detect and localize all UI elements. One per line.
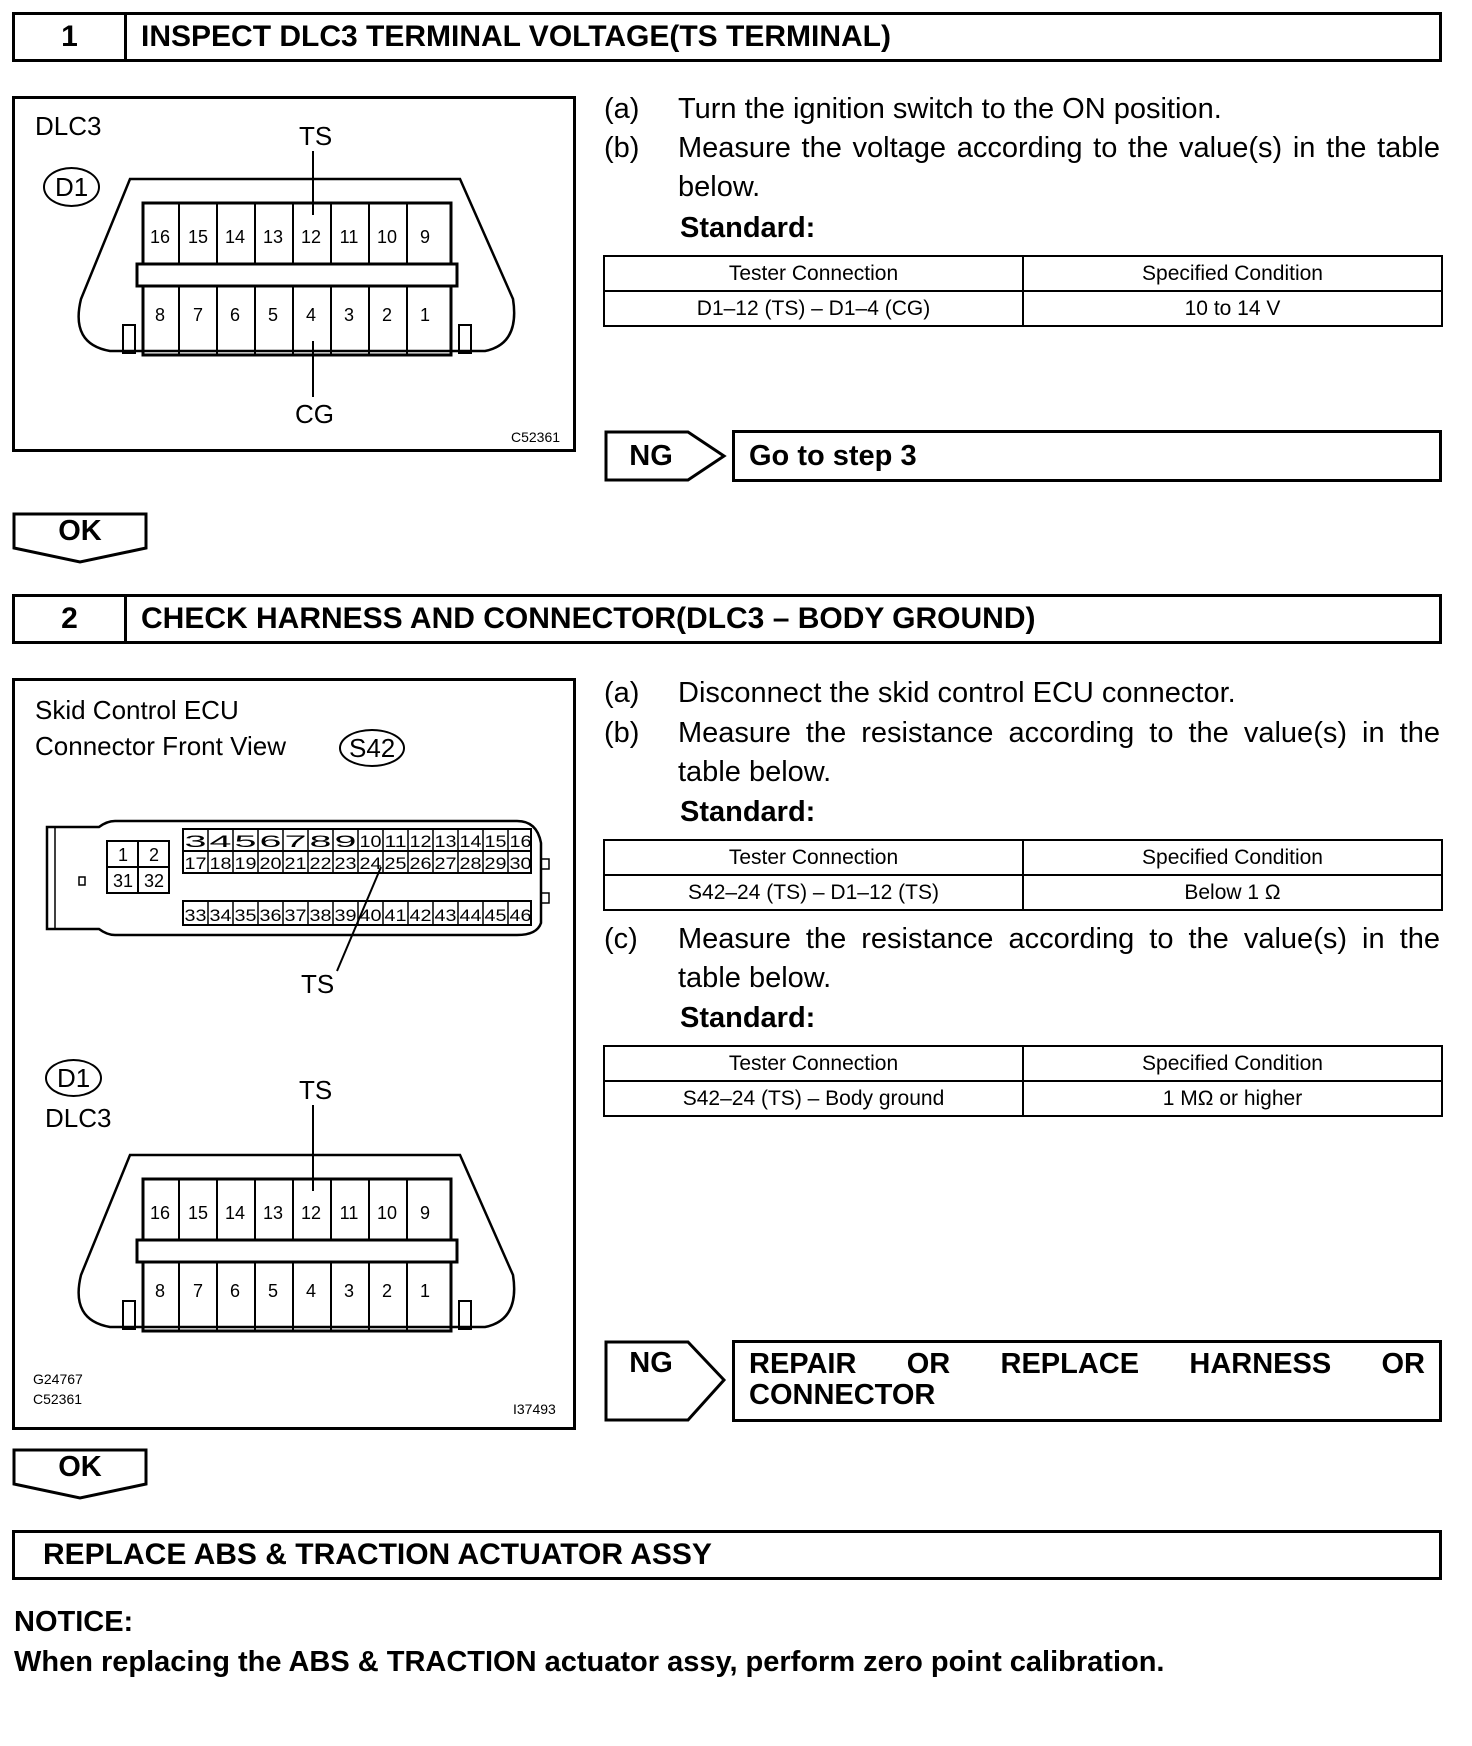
pin-11: 11 [339,227,359,247]
ecu-and-dlc3-drawing [15,681,575,1429]
pin-16: 16 [149,227,171,247]
ecu-pin: 1 [117,845,129,865]
dlc3-top-pins [150,1203,430,1223]
pin-13: 13 [262,1203,284,1223]
ecu-pin: 17 [184,854,207,873]
ecu-pin: 7 [284,832,307,851]
ecu-pin: 20 [259,854,282,873]
spec-table [603,255,1443,327]
pin-5: 5 [267,1281,279,1301]
ecu-pin: 35 [234,906,257,925]
ecu-pin: 27 [434,854,457,873]
pin-7: 7 [192,1281,204,1301]
cg-label: CG [295,399,334,429]
dlc3-connector-drawing [15,99,575,451]
ecu-pin: 30 [509,854,532,873]
ecu-title-line1: Skid Control ECU [35,695,239,725]
pin-15: 15 [187,1203,209,1223]
pin-14: 14 [224,1203,246,1223]
pin-4: 4 [305,305,317,325]
ecu-pin: 46 [509,906,532,925]
ecu-pin: 4 [209,832,232,851]
ecu-pin: 34 [209,906,232,925]
pin-1: 1 [419,1281,431,1301]
ok-label: OK [58,1450,102,1483]
instruction-key: (b) [604,717,640,749]
table-cell: S42–24 (TS) – Body ground [604,1081,1023,1116]
instruction-key: (c) [604,923,638,955]
ecu-pin: 19 [234,854,257,873]
final-step-header: REPLACE ABS & TRACTION ACTUATOR ASSY [12,1530,1442,1580]
ecu-pin: 14 [459,832,482,851]
ecu-pin: 29 [484,854,507,873]
dlc3-figure [12,96,576,452]
ecu-pin: 5 [234,832,257,851]
table-header: Specified Condition [1023,256,1442,291]
table-header: Tester Connection [604,1046,1023,1081]
ecu-pin: 39 [334,906,357,925]
step-1-header [12,12,1442,62]
pin-7: 7 [192,305,204,325]
pin-9: 9 [419,1203,431,1223]
ecu-pin: 16 [509,832,532,851]
step-2-header [12,594,1442,644]
table-header: Tester Connection [604,840,1023,875]
ng-label: NG [629,1346,673,1379]
pin-3: 3 [343,305,355,325]
notice-label: NOTICE: [14,1606,134,1638]
ecu-pin: 26 [409,854,432,873]
ok-label: OK [58,514,102,547]
instruction-key: (a) [604,93,640,125]
pin-15: 15 [187,227,209,247]
ecu-pin: 41 [384,906,407,925]
ts-label: TS [299,121,333,151]
table-cell: 10 to 14 V [1023,291,1442,326]
ecu-pin: 44 [459,906,482,925]
ecu-pin: 33 [184,906,207,925]
pin-5: 5 [267,305,279,325]
instruction-text: Measure the voltage according to the value(s) in the table below. [678,132,1440,203]
pin-10: 10 [376,227,398,247]
pin-12: 12 [300,1203,322,1223]
ecu-pin: 8 [309,832,332,851]
standard-label: Standard: [680,212,816,244]
pin-2: 2 [381,1281,393,1301]
ecu-pin: 32 [143,871,165,891]
s42-badge: S42 [339,729,405,767]
d1-badge: D1 [45,1059,102,1097]
notice-text: When replacing the ABS & TRACTION actuator assy, perform zero point calibration. [14,1646,1165,1678]
ng-action: Go to step 3 [732,430,1442,482]
ecu-ts-label: TS [301,969,335,999]
pin-16: 16 [149,1203,171,1223]
ecu-pin: 18 [209,854,232,873]
ng-action: REPAIR OR REPLACE HARNESS OR CONNECTOR [732,1340,1442,1422]
table-cell: S42–24 (TS) – D1–12 (TS) [604,875,1023,910]
ecu-pin: 13 [434,832,457,851]
ng-label: NG [629,439,673,472]
instruction-text: Disconnect the skid control ECU connector. [678,677,1236,709]
ecu-pin: 6 [259,832,282,851]
pin-13: 13 [262,227,284,247]
figure-title: DLC3 [35,111,102,141]
ecu-pin: 42 [409,906,432,925]
pin-14: 14 [224,227,246,247]
spec-table-2 [603,1045,1443,1117]
pin-3: 3 [343,1281,355,1301]
instruction-key: (b) [604,132,640,164]
ecu-pin: 43 [434,906,457,925]
figure-code: I37493 [513,1401,556,1417]
pin-8: 8 [154,305,166,325]
ecu-pin: 25 [384,854,407,873]
pin-6: 6 [229,1281,241,1301]
instruction-key: (a) [604,677,640,709]
ecu-pin: 24 [359,854,382,873]
table-header: Specified Condition [1023,1046,1442,1081]
instruction-text: Turn the ignition switch to the ON position. [678,93,1222,125]
step-title: INSPECT DLC3 TERMINAL VOLTAGE(TS TERMINAL) [141,20,891,53]
ecu-pin: 37 [284,906,307,925]
standard-label: Standard: [680,1002,816,1034]
pin-11: 11 [339,1203,359,1223]
instruction-text: Measure the resistance according to the value(s) in the table below. [678,717,1440,788]
ecu-pin: 12 [409,832,432,851]
dlc3-ts-label: TS [299,1075,333,1105]
table-cell: 1 MΩ or higher [1023,1081,1442,1116]
ecu-pin: 2 [148,845,160,865]
instruction-text: Measure the resistance according to the value(s) in the table below. [678,923,1440,994]
ecu-pin: 22 [309,854,332,873]
ecu-dlc3-figure [12,678,576,1430]
ecu-pin: 28 [459,854,482,873]
figure-code: C52361 [33,1391,83,1407]
ecu-pin: 10 [359,832,382,851]
pin-6: 6 [229,305,241,325]
table-cell: D1–12 (TS) – D1–4 (CG) [604,291,1023,326]
standard-label: Standard: [680,796,816,828]
pin-8: 8 [154,1281,166,1301]
step-number: 1 [15,15,127,59]
pin-2: 2 [381,305,393,325]
figure-code: C52361 [511,429,561,445]
ecu-pin: 31 [112,871,134,891]
figure-code: G24767 [33,1371,83,1387]
pin-9: 9 [419,227,431,247]
table-header: Specified Condition [1023,840,1442,875]
table-header: Tester Connection [604,256,1023,291]
pin-4: 4 [305,1281,317,1301]
ecu-pin: 3 [184,832,207,851]
ecu-pin: 21 [284,854,307,873]
dlc3-top-pins [150,227,430,247]
ecu-pin: 38 [309,906,332,925]
step-number: 2 [15,597,127,641]
ecu-pin: 23 [334,854,357,873]
ecu-pin: 40 [359,906,382,925]
ecu-pin: 9 [334,832,357,851]
pin-1: 1 [419,305,431,325]
ecu-pin: 15 [484,832,507,851]
ecu-pin: 45 [484,906,507,925]
pin-10: 10 [376,1203,398,1223]
ecu-pin: 11 [384,832,407,851]
ecu-pin: 36 [259,906,282,925]
d1-badge: D1 [43,167,100,207]
ecu-title-line2: Connector Front View [35,731,286,761]
table-cell: Below 1 Ω [1023,875,1442,910]
spec-table-1 [603,839,1443,911]
pin-12: 12 [300,227,322,247]
step-title: CHECK HARNESS AND CONNECTOR(DLC3 – BODY GROUND) [141,602,1036,635]
dlc3-title: DLC3 [45,1103,112,1133]
